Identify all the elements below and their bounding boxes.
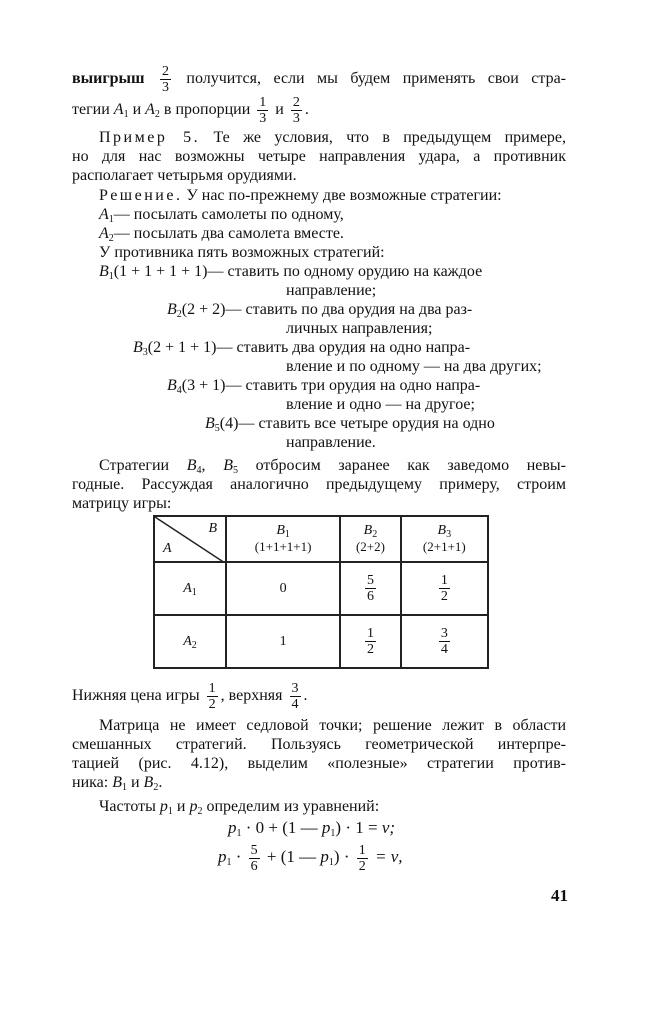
strategy-b4: $B_4(3$ + 1)— ставить три орудия на одно напра-	[167, 377, 481, 396]
strategy-b2: $B_2(2$ + 2)— ставить по два орудия на два раз-	[167, 301, 473, 320]
matrix-cell-a1-b3: $\frac{1}{2}$	[401, 562, 488, 615]
matrix-col-header-b2: $B_2$ (2+2)	[340, 516, 400, 562]
equation-1: $p_1 \cdot 0 + (1$ — $p_1) \cdot 1 = \nu$;	[228, 818, 396, 839]
para-line-4: ника: $B_1$ и $B_2$.	[72, 774, 163, 793]
para-line-2: смешанных стратегий. Пользуясь геометрической интерпре-	[72, 736, 566, 753]
fraction-two-thirds: $\frac{2}{3}$	[161, 64, 169, 95]
matrix-col-header-b1: $B_1$ (1+1+1+1)	[226, 516, 340, 562]
after-line-2: годные. Рассуждая аналогично предыдущему примеру, строим	[72, 476, 566, 493]
corner-label-b: B	[208, 521, 217, 536]
matrix-cell-a1-b2: $\frac{5}{6}$	[340, 562, 400, 615]
example-line-1: Пример 5. Те же условия, что в предыдущем примере,	[99, 129, 567, 146]
strategy-b3-cont: вление и по одному — на два других;	[286, 358, 542, 375]
strategy-b1-cont: направление;	[286, 282, 377, 299]
matrix-row-a2	[154, 615, 488, 668]
our-strategy-a1: $A_1—$ посылать самолеты по одному,	[99, 206, 344, 225]
after-line-3: матрицу игры:	[72, 495, 172, 512]
upper-price-fraction: $\frac{3}{4}$	[291, 680, 299, 712]
freq-line: Частоты $p_1$ и $p_2$ определим из уравнений:	[99, 798, 380, 817]
matrix-row-label-a1: $A_1$	[154, 562, 226, 615]
intro-word-vyigrysh: выигрыш	[72, 70, 145, 88]
opponent-intro: У противника пять возможных стратегий:	[99, 244, 385, 261]
strategy-b5: $B_5(4)—$ ставить все четыре орудия на одно	[205, 415, 495, 434]
game-prices: Нижняя цена игры $\frac{1}{2}$ , верхняя $\frac{3}{4}$ .	[72, 680, 308, 712]
intro-line-2: тегии $A_1$ и $A_2$ в пропорции $\frac{1}{3}$ и $\frac{2}{3}$ .	[72, 94, 309, 126]
para-line-3: тацией (рис. 4.12), выделим «полезные» стратегии против-	[72, 755, 566, 772]
game-matrix	[153, 515, 489, 669]
matrix-corner-cell	[154, 516, 226, 562]
strategy-b5-cont: направление.	[286, 434, 376, 451]
fraction-two-thirds-b: $\frac{2}{3}$	[292, 94, 300, 126]
lower-price-fraction: $\frac{1}{2}$	[208, 680, 216, 712]
solution-title: Решение.	[99, 187, 183, 204]
strategy-b1: $B_1(1 + 1 + 1$ + 1)— ставить по одному орудию на каждое	[99, 263, 483, 282]
para-line-1: Матрица не имеет седловой точки; решение лежит в области	[99, 717, 566, 734]
matrix-cell-a2-b3: $\frac{3}{4}$	[401, 615, 488, 668]
matrix-row-a1	[154, 562, 488, 615]
example-title: Пример 5.	[99, 129, 201, 146]
matrix-cell-a2-b1: 1	[226, 615, 340, 668]
example-line-3: располагает четырьмя орудиями.	[72, 167, 297, 184]
matrix-row-label-a2: $A_2$	[154, 615, 226, 668]
intro-text-1: получится, если мы будем применять свои стра-	[186, 70, 567, 88]
strategy-b2-cont: личных направления;	[286, 320, 433, 337]
matrix-cell-a1-b1: 0	[226, 562, 340, 615]
matrix-cell-a2-b2: $\frac{1}{2}$	[340, 615, 400, 668]
corner-label-a: A	[163, 541, 172, 556]
intro-line-1	[72, 64, 566, 95]
matrix-header-row	[154, 516, 488, 562]
page-number: 41	[551, 886, 568, 905]
fraction-one-third: $\frac{1}{3}$	[259, 94, 267, 126]
strategy-b4-cont: вление и одно — на другое;	[286, 396, 475, 413]
solution-line-1: Решение. У нас по-прежнему две возможные стратегии:	[99, 187, 502, 204]
example-line-2: но для нас возможны четыре направления удара, а противник	[72, 148, 566, 165]
matrix-col-header-b3: $B_3$ (2+1+1)	[401, 516, 488, 562]
our-strategy-a2: $A_2—$ посылать два самолета вместе.	[99, 225, 344, 244]
after-line-1: Стратегии $B_4$, $B_5$ отбросим заранее как заведомо невы-	[99, 457, 566, 476]
equation-2: $p_1$ · $\frac{5}{6}$ + (1 — $p_1$) · $\frac{1}{2}$ = ν,	[218, 842, 403, 874]
strategy-b3: $B_3(2 + 1$ + 1)— ставить два орудия на одно напра-	[133, 339, 471, 358]
